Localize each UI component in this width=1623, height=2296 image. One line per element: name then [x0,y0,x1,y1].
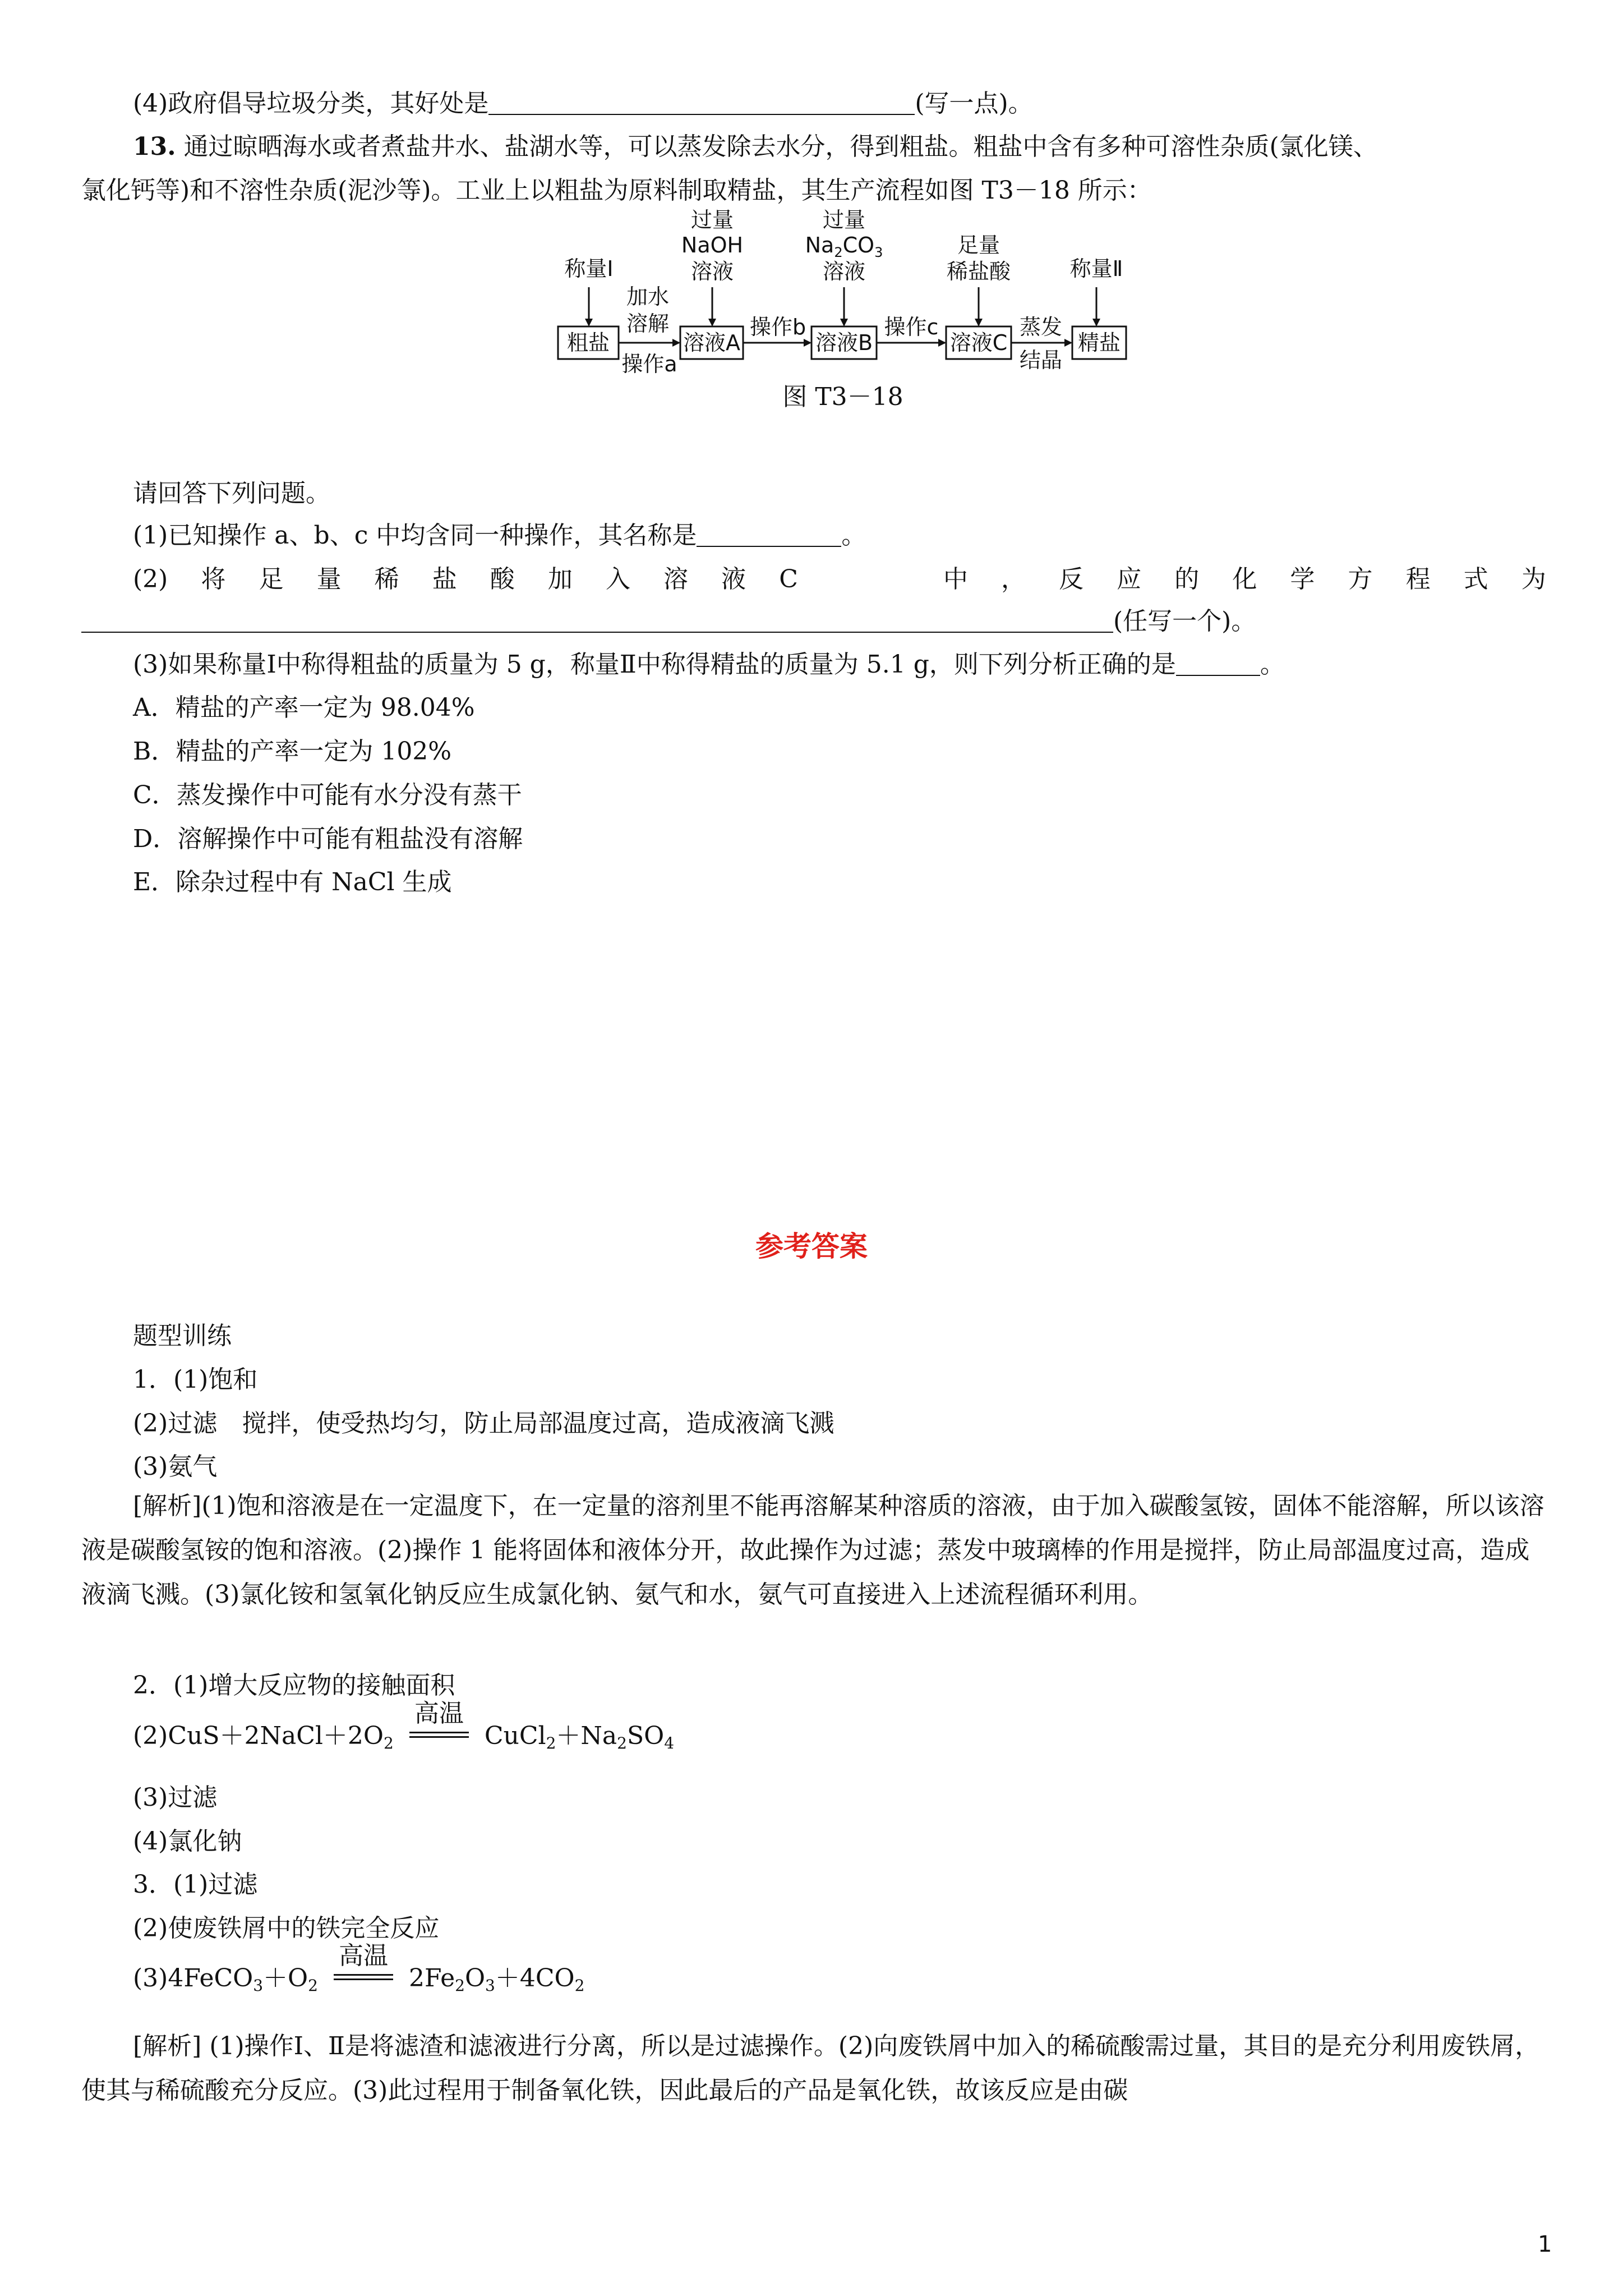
reagent-3-line1: 足量 [957,233,1000,257]
answer-2-part4: (4)氯化钠 [133,1827,242,1856]
reagent-2-line3: 溶液 [822,259,866,284]
answer-2-equation: $(2)CuS+2NaCl+2O_2$ 高温 $CuCl_2+Na_2SO_4$ [133,1699,675,1752]
part2-word: (2) [133,565,168,593]
answer-1-analysis: [解析](1)饱和溶液是在一定温度下，在一定量的溶剂里不能再溶解某种溶质的溶液，由于加入碳酸氢铵，固体不能溶解，所以该溶液是碳酸氢铵的饱和溶液。(2)操作 1 能将固体和液体分开，故此操作为过滤；蒸发中玻璃棒的作用是搅拌，防止局部温度过高，造成液滴飞溅。(3)氯化铵和氢氧化钠反应生成氯化钠、氨气和水，氨气可直接进入上述流程循环利用。 [81,1492,1544,1609]
box-solution-c: 溶液C [949,330,1008,355]
part2-word: 学 [1290,565,1315,593]
box-solution-b: 溶液B [815,330,873,355]
answer-blank [81,607,1113,633]
reagent-3-line2: 稀盐酸 [946,259,1011,284]
answer-2-part3: (3)过滤 [133,1783,218,1812]
box-solution-a: 溶液A [683,330,740,355]
arrow-1-bottom: 操作a [621,352,677,376]
part2-word: 的 [1174,565,1200,593]
arrow-1-top-2: 溶解 [626,311,670,336]
question-13-part2-suffix: (任写一个)。 [1113,607,1256,636]
part2-word: 反 [1059,565,1084,593]
answer-3-part2: (2)使废铁屑中的铁完全反应 [133,1914,440,1943]
option-e: E．除杂过程中有 NaCl 生成 [133,868,452,896]
answer-blank [697,521,841,547]
answer-1-part3: (3)氨气 [133,1452,218,1481]
figure-caption: 图 T3－18 [782,383,903,411]
flowchart-t3-18 [0,0,1623,426]
question-13-part1 [133,519,866,553]
answer-1-part1: 1．(1)饱和 [133,1365,258,1394]
arrow-4-bottom: 结晶 [1019,348,1063,372]
part2-word: 溶 [663,565,689,593]
answers-title: 参考答案 [755,1230,868,1263]
part2-word: 稀 [374,565,399,593]
reagent-1-line3: 溶液 [690,259,734,284]
question-12-part4-suffix: (写一点)。 [915,89,1033,118]
answer-3-equation: $(3)4FeCO_3+O_2$ 高温 $2Fe_2O_3+4CO_2$ [133,1941,585,1995]
part2-word: 足 [259,565,284,593]
arrow-4-top: 蒸发 [1019,315,1063,339]
answers-section-heading: 题型训练 [133,1322,232,1350]
arrow-2-label: 操作b [749,315,806,339]
answer-2-part1: 2．(1)增大反应物的接触面积 [133,1671,455,1700]
questions-prompt [133,477,330,510]
option-a: A．精盐的产率一定为 98.04% [133,693,475,722]
weigh-1-label: 称量Ⅰ [564,256,614,281]
question-13-part3-text: (3)如果称量Ⅰ中称得粗盐的质量为 5 g，称量Ⅱ中称得精盐的质量为 5.1 g，则下列分析正确的是 [133,650,1176,679]
part2-word: 中 [943,565,968,593]
answer-3-analysis: [解析] (1)操作Ⅰ、Ⅱ是将滤渣和滤液进行分离，所以是过滤操作。(2)向废铁屑中加入的稀硫酸需过量，其目的是充分利用废铁屑，使其与稀硫酸充分反应。(3)此过程用于制备氧化铁，因此最后的产品是氧化铁，故该反应是由碳 [81,2032,1540,2105]
page-number: 1 [1538,2231,1552,2257]
reaction-condition: 高温 [406,1719,472,1753]
question-13-part2-line1 [133,563,1546,596]
part2-word: 将 [201,565,226,593]
option-d: D．溶解操作中可能有粗盐没有溶解 [133,825,523,853]
box-refined-salt: 精盐 [1077,330,1121,355]
question-13-part1-text: (1)已知操作 a、b、c 中均含同一种操作，其名称是 [133,521,697,550]
reagent-1-line2: NaOH [681,233,744,257]
part2-word: C [779,565,798,593]
reagent-1-line1: 过量 [690,208,734,232]
part2-word: 入 [605,565,630,593]
answer-3-part1: 3．(1)过滤 [133,1870,258,1899]
reagent-2-formula: $Na_2CO_3$ [805,233,883,260]
question-13-part3 [133,648,1285,682]
part2-word: 方 [1348,565,1373,593]
part2-word: 酸 [490,565,515,593]
reaction-condition: 高温 [330,1962,396,1995]
part2-word: 程 [1405,565,1431,593]
reagent-2-line1: 过量 [822,208,866,232]
part2-word: 加 [547,565,573,593]
question-13-text-1: 通过晾晒海水或者煮盐井水、盐湖水等，可以蒸发除去水分，得到粗盐。粗盐中含有多种可溶性杂质(氯化镁、 [183,132,1378,161]
question-12-part4-text: (4)政府倡导垃圾分类，其好处是 [133,89,489,118]
part2-word: ， [1001,565,1026,593]
part2-word: 盐 [432,565,457,593]
arrow-1-top-1: 加水 [626,284,670,309]
part2-word: 应 [1117,565,1142,593]
part2-word: 液 [721,565,746,593]
part2-word: 量 [316,565,342,593]
box-crude-salt: 粗盐 [566,330,610,355]
arrow-3-label: 操作c [884,315,939,339]
question-13-text-2: 氯化钙等)和不溶性杂质(泥沙等)。工业上以粗盐为原料制取精盐，其生产流程如图 T3－18 所示： [81,176,1152,205]
question-number: 13. [133,132,176,161]
option-c: C．蒸发操作中可能有水分没有蒸干 [133,781,522,809]
option-b: B．精盐的产率一定为 102% [133,737,452,766]
answer-1-part2: (2)过滤 搅拌，使受热均匀，防止局部温度过高，造成液滴飞溅 [133,1409,834,1438]
part2-word: 为 [1521,565,1546,593]
questions-prompt-text: 请回答下列问题。 [133,479,330,508]
weigh-2-label: 称量Ⅱ [1069,256,1123,281]
part2-word: 化 [1232,565,1257,593]
question-13-part1-suffix: 。 [841,521,866,550]
question-13-part2-line2 [81,605,1256,638]
question-13-part3-suffix: 。 [1260,650,1285,679]
part2-word: 式 [1463,565,1488,593]
answer-blank [1176,650,1260,676]
